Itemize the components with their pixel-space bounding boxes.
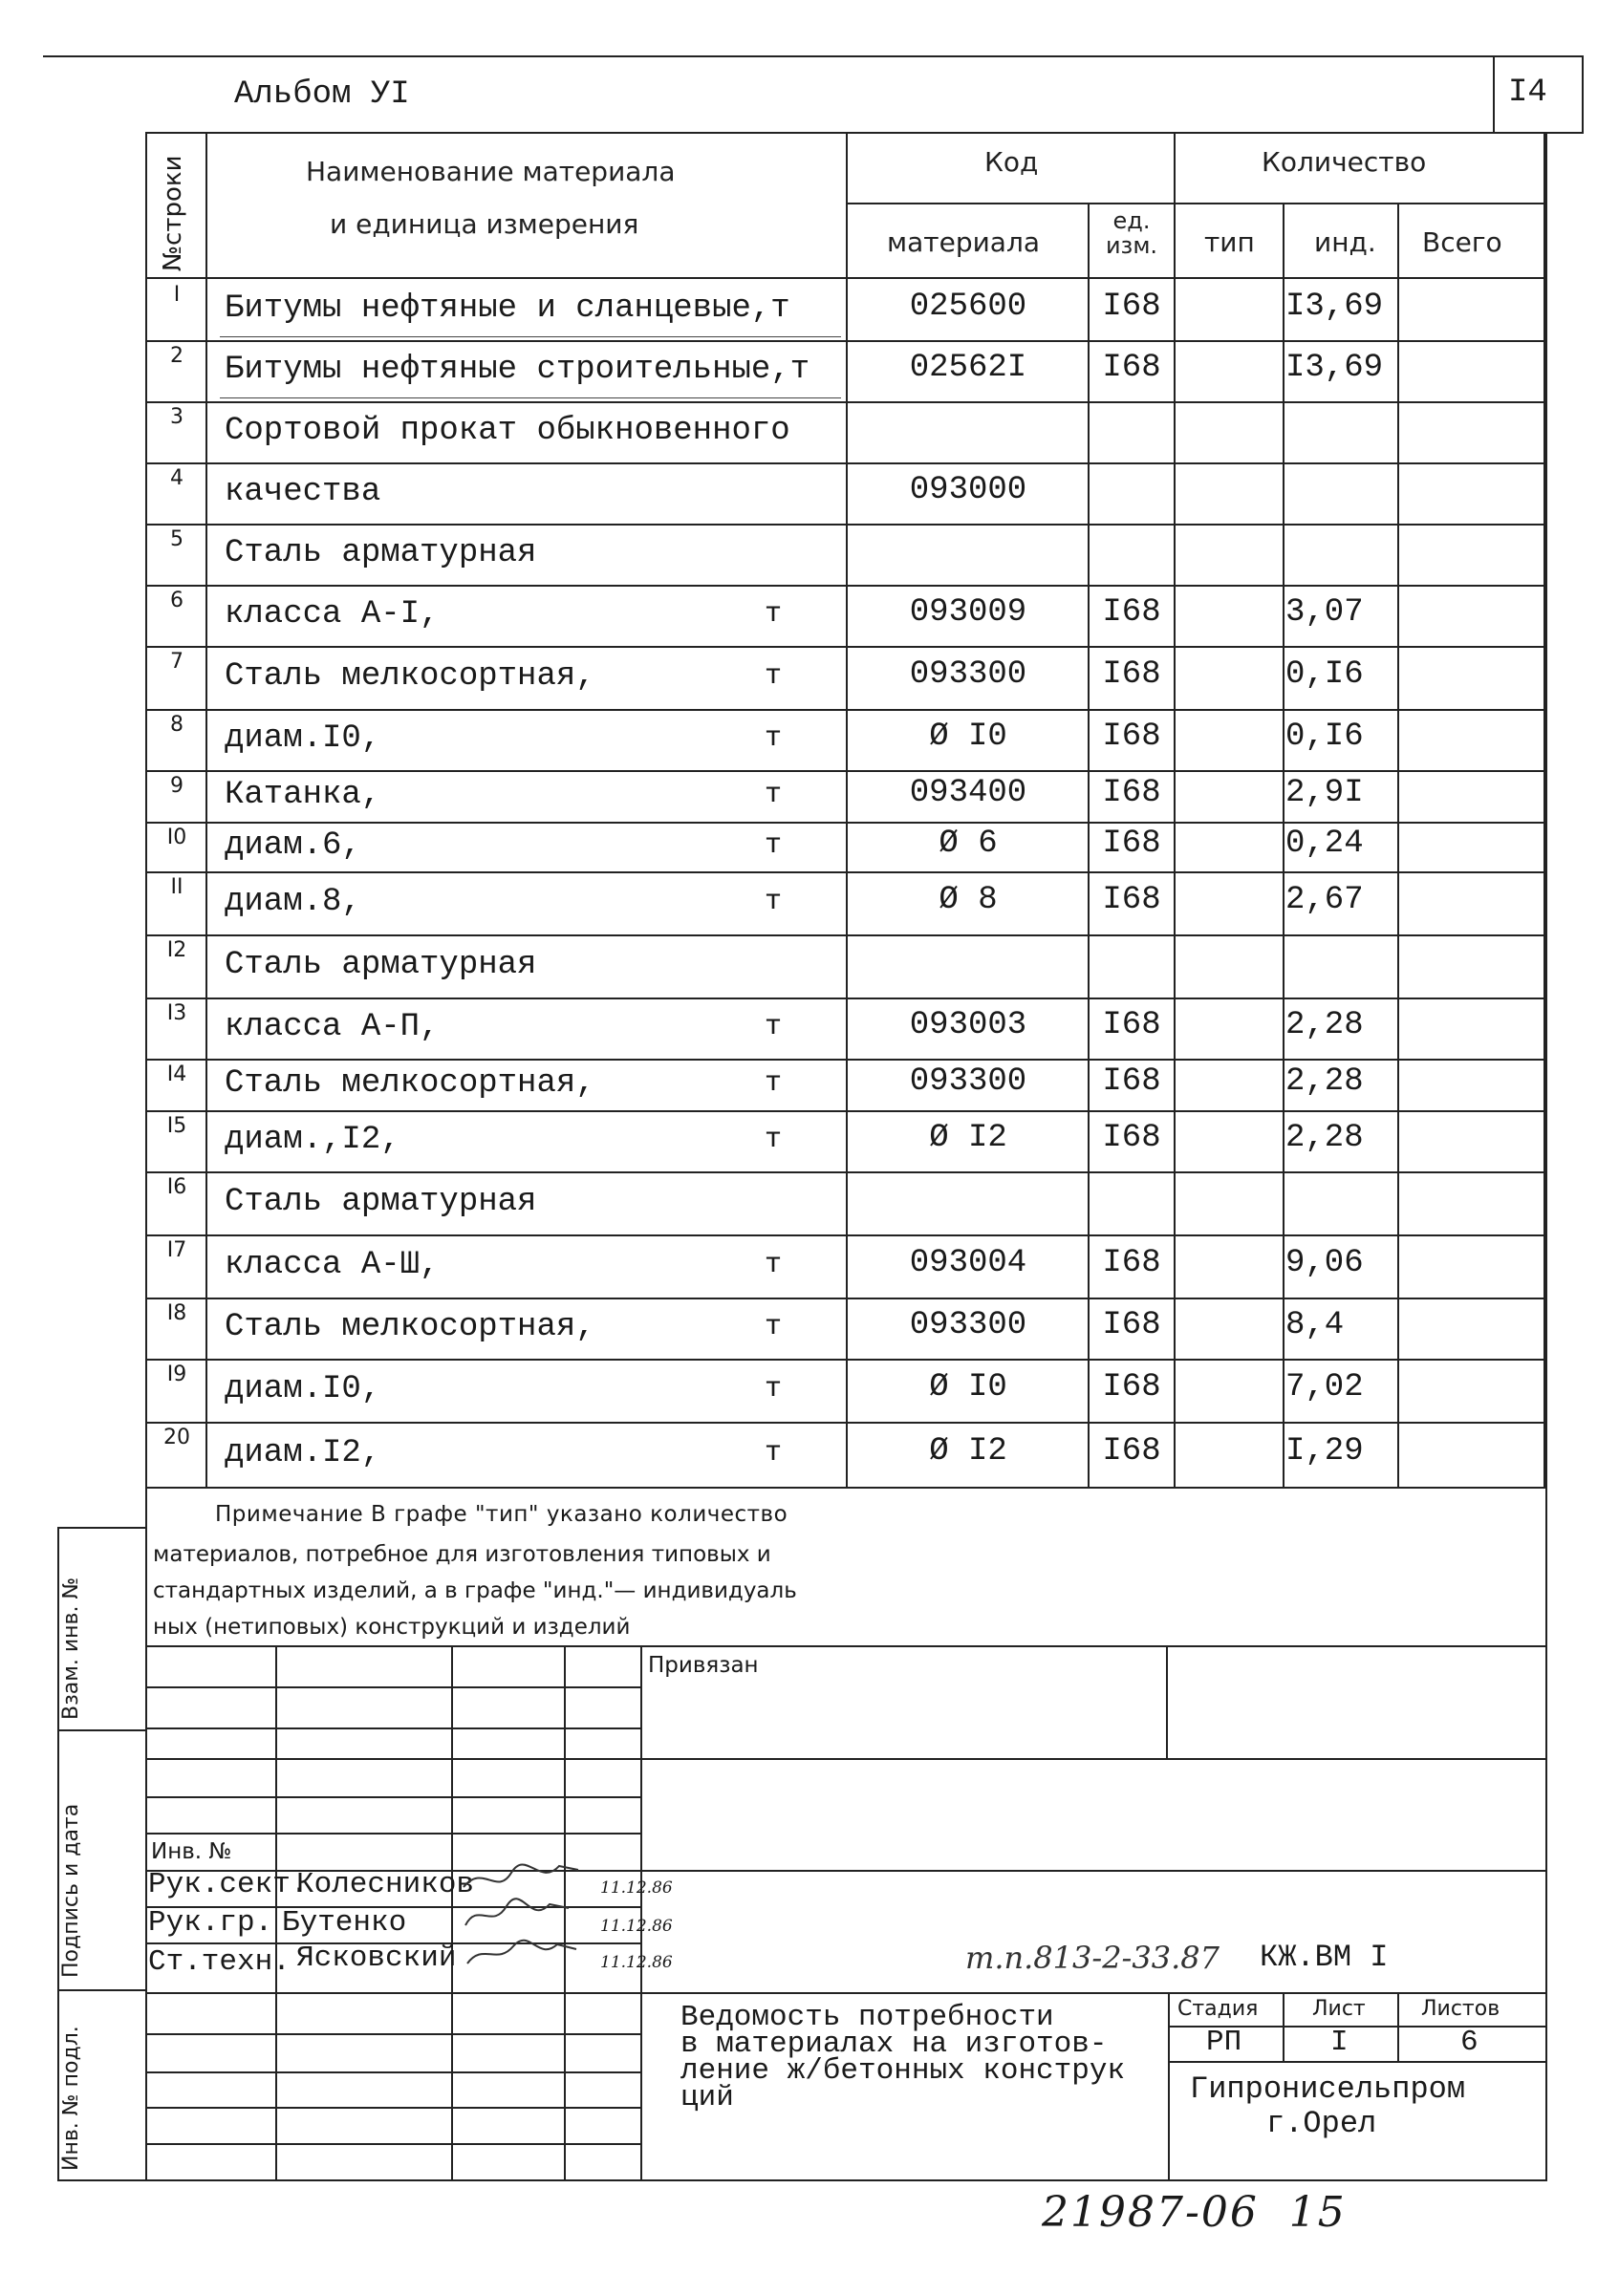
material-name: Битумы нефтяные и сланцевые,т (225, 290, 790, 327)
sheet-label: Лист (1312, 1997, 1366, 2021)
material-unit: т (765, 1373, 783, 1405)
unit-code: I68 (1102, 1063, 1161, 1100)
staff-name-1: Колесников (296, 1868, 475, 1901)
material-code: 093300 (909, 1307, 1027, 1343)
row-number: 5 (170, 527, 183, 551)
ind-header: инд. (1314, 226, 1376, 258)
row-rule (145, 709, 1545, 711)
col-line-ind (1397, 203, 1399, 1489)
code-header: Код (984, 146, 1039, 178)
tb-top-rule (145, 1645, 1545, 1647)
material-code: 093009 (909, 594, 1027, 631)
quantity-individual: 2,67 (1285, 882, 1364, 918)
col-line-name (846, 132, 848, 1489)
name-underline (220, 336, 841, 337)
material-name: Сталь мелкосортная, (225, 1065, 595, 1102)
row-rule (145, 1298, 1545, 1299)
document-code: КЖ.ВМ I (1260, 1940, 1389, 1975)
material-name: диам.I0, (225, 1371, 381, 1407)
sheets-value: 6 (1460, 2026, 1479, 2059)
stage-value: РП (1206, 2026, 1242, 2059)
row-number: 2 (170, 344, 183, 368)
tb-v2 (451, 1645, 453, 2180)
note-line-1: Примечание В графе "тип" указано количество (215, 1502, 788, 1527)
page-box-left (1493, 55, 1495, 134)
material-unit: т (765, 598, 783, 631)
row-number: 6 (170, 589, 183, 612)
name-header-line2: и единица измерения (330, 208, 639, 240)
row-rule (145, 1110, 1545, 1112)
frame-left (145, 132, 147, 2181)
material-name: диам.8, (225, 884, 361, 920)
row-number: I8 (166, 1301, 187, 1325)
album-label: Альбом УI (234, 76, 410, 113)
quantity-individual: 3,07 (1285, 594, 1364, 631)
unit-code: I68 (1102, 1245, 1161, 1281)
row-rule (145, 770, 1545, 772)
material-name: диам.6, (225, 827, 361, 864)
material-name: Битумы нефтяные строительные,т (225, 352, 810, 388)
material-code: Ø I0 (929, 1369, 1007, 1405)
material-code: 093300 (909, 1063, 1027, 1100)
material-name: Сталь арматурная (225, 1184, 537, 1220)
row-rule (145, 934, 1545, 936)
tb-v1 (275, 1645, 277, 2180)
quantity-individual: I3,69 (1285, 289, 1384, 325)
row-number: I5 (166, 1114, 187, 1138)
staff-date-1: 11.12.86 (600, 1878, 673, 1898)
row-number: I2 (166, 938, 187, 962)
row-rule (145, 1359, 1545, 1361)
doc-title-line4: ций (680, 2081, 734, 2114)
tb-h5 (145, 1833, 640, 1835)
material-code: Ø I0 (929, 719, 1007, 755)
material-name: качества (225, 474, 381, 510)
col-line-rowno (205, 132, 207, 1489)
row-number: 20 (163, 1426, 190, 1449)
side-rule-1 (57, 1527, 147, 1529)
material-code: 093000 (909, 472, 1027, 508)
side-label-vzam: Взам. инв. № (59, 1577, 83, 1720)
material-code: 093003 (909, 1007, 1027, 1043)
page-number: I4 (1508, 75, 1547, 111)
row-number: I (173, 283, 181, 307)
row-rule (145, 1171, 1545, 1173)
material-unit: т (765, 660, 783, 693)
material-name: Сталь арматурная (225, 947, 537, 983)
row-number: 3 (170, 405, 183, 429)
row-rule (145, 1422, 1545, 1424)
row-number: 4 (170, 466, 183, 490)
quantity-individual: 0,I6 (1285, 719, 1364, 755)
material-name: Сортовой прокат обыкновенного (225, 413, 790, 449)
type-header: тип (1204, 226, 1255, 258)
note-line-2: материалов, потребное для изготовления типовых и (153, 1542, 771, 1567)
row-number: I0 (166, 826, 187, 849)
code-material-header: материала (887, 226, 1041, 258)
material-name: Катанка, (225, 777, 381, 813)
org-line2: г.Орел (1266, 2106, 1377, 2141)
quantity-individual: 9,06 (1285, 1245, 1364, 1281)
unit-code: I68 (1102, 1120, 1161, 1156)
row-rule (145, 462, 1545, 464)
quantity-individual: 0,24 (1285, 826, 1364, 862)
material-name: диам.I2, (225, 1435, 381, 1471)
unit-code: I68 (1102, 826, 1161, 862)
stage-label: Стадия (1177, 1997, 1259, 2021)
staff-date-2: 11.12.86 (600, 1917, 673, 1936)
material-code: 093004 (909, 1245, 1027, 1281)
staff-role-3: Ст.техн. (148, 1945, 291, 1979)
material-name: Сталь арматурная (225, 535, 537, 571)
unit-code: I68 (1102, 594, 1161, 631)
row-rule (145, 822, 1545, 824)
material-unit: т (765, 886, 783, 918)
quantity-individual: I,29 (1285, 1433, 1364, 1470)
staff-name-3: Ясковский (296, 1942, 457, 1975)
note-line-4: ных (нетиповых) конструкций и изделий (153, 1615, 631, 1640)
material-code: 025600 (909, 289, 1027, 325)
material-unit: т (765, 1311, 783, 1343)
header-bottom-rule (145, 277, 1545, 279)
material-name: диам.I0, (225, 720, 381, 757)
doc-title-line1: Ведомость потребности (680, 2001, 1054, 2034)
material-code: Ø 6 (939, 826, 998, 862)
material-code: 093400 (909, 775, 1027, 811)
staff-role-1: Рук.сект. (148, 1868, 309, 1901)
row-number: 9 (170, 774, 183, 798)
staff-name-2: Бутенко (282, 1906, 407, 1940)
quantity-individual: 2,9I (1285, 775, 1364, 811)
tb-h13 (145, 2143, 640, 2145)
quantity-individual: 2,28 (1285, 1120, 1364, 1156)
material-unit: т (765, 1249, 783, 1281)
name-header-line1: Наименование материала (306, 156, 676, 187)
material-name: класса А-П, (225, 1009, 440, 1045)
tb-stage-bottom (1168, 2061, 1545, 2063)
row-number: II (170, 875, 183, 899)
quantity-individual: I3,69 (1285, 350, 1384, 386)
tb-h12 (145, 2107, 640, 2109)
doc-title-line2: в материалах на изготов- (680, 2028, 1108, 2061)
material-unit: т (765, 1124, 783, 1156)
material-code: Ø I2 (929, 1120, 1007, 1156)
material-unit: т (765, 1067, 783, 1100)
material-code: 093300 (909, 656, 1027, 693)
row-rule (145, 1059, 1545, 1061)
material-name: диам.,I2, (225, 1122, 400, 1158)
code-unit-header: ед. изм. (1105, 207, 1158, 259)
row-rule (145, 524, 1545, 526)
top-rule (43, 55, 1582, 57)
doc-title-line3: ление ж/бетонных конструк (680, 2054, 1126, 2088)
material-name: класса А-I, (225, 596, 440, 633)
project-number: т.п.813-2-33.87 (965, 1940, 1220, 1976)
frame-right (1545, 132, 1547, 2181)
side-label-inv-podl: Инв. № подл. (59, 2026, 83, 2171)
inv-no-label: Инв. № (151, 1839, 232, 1864)
material-name: класса А-Ш, (225, 1247, 440, 1283)
quantity-individual: 2,28 (1285, 1007, 1364, 1043)
unit-code: I68 (1102, 882, 1161, 918)
quantity-header: Количество (1262, 146, 1427, 178)
staff-date-3: 11.12.86 (600, 1953, 673, 1972)
material-name: Сталь мелкосортная, (225, 1309, 595, 1345)
quantity-individual: 7,02 (1285, 1369, 1364, 1405)
quantity-individual: 8,4 (1285, 1307, 1345, 1343)
sheets-label: Листов (1421, 1997, 1500, 2021)
sheet-value: I (1330, 2026, 1349, 2059)
tb-v-privyazan (1166, 1645, 1168, 1760)
row-rule (145, 340, 1545, 342)
unit-code: I68 (1102, 719, 1161, 755)
material-name: Сталь мелкосортная, (225, 658, 595, 695)
unit-code: I68 (1102, 656, 1161, 693)
tb-h1 (145, 1686, 640, 1688)
side-label-podpis: Подпись и дата (59, 1803, 83, 1978)
unit-code: I68 (1102, 1433, 1161, 1470)
tb-h4 (145, 1796, 640, 1798)
material-unit: т (765, 1437, 783, 1470)
row-number: I9 (166, 1363, 187, 1386)
header-mid-rule (846, 203, 1545, 204)
tb-v4 (640, 1645, 642, 2180)
unit-code: I68 (1102, 350, 1161, 386)
tb-h9 (145, 1992, 1545, 1994)
row-rule (145, 1234, 1545, 1236)
row-number: I4 (166, 1062, 187, 1086)
note-line-3: стандартных изделий, а в графе "инд."— индивидуаль (153, 1578, 797, 1603)
signatures-drawing (454, 1858, 597, 1983)
unit-code: I68 (1102, 1007, 1161, 1043)
tb-v-stage (1168, 1992, 1170, 2181)
name-underline (220, 397, 841, 398)
total-header: Всего (1422, 226, 1502, 258)
staff-role-2: Рук.гр. (148, 1906, 273, 1940)
org-line1: Гипронисельпром (1190, 2071, 1466, 2107)
material-unit: т (765, 722, 783, 755)
row-rule (145, 998, 1545, 999)
unit-code: I68 (1102, 1307, 1161, 1343)
unit-code: I68 (1102, 289, 1161, 325)
row-rule (145, 871, 1545, 873)
material-unit: т (765, 1011, 783, 1043)
page-box-right (1582, 55, 1584, 134)
side-rule-3 (57, 1989, 147, 1991)
tb-h10 (145, 2033, 640, 2035)
row-rule (145, 585, 1545, 587)
footer-number: 21987-06 15 (1042, 2188, 1347, 2237)
material-code: 02562I (909, 350, 1027, 386)
material-code: Ø 8 (939, 882, 998, 918)
row-number: I7 (166, 1238, 187, 1262)
unit-code: I68 (1102, 1369, 1161, 1405)
row-number: 7 (170, 650, 183, 674)
row-rule (145, 646, 1545, 648)
row-number: 8 (170, 713, 183, 737)
table-bottom-rule (145, 1487, 1545, 1489)
tb-h11 (145, 2071, 640, 2073)
material-unit: т (765, 779, 783, 811)
side-rule-2 (57, 1729, 147, 1731)
quantity-individual: 0,I6 (1285, 656, 1364, 693)
quantity-individual: 2,28 (1285, 1063, 1364, 1100)
tb-h2 (145, 1727, 640, 1729)
row-number: I3 (166, 1001, 187, 1025)
col-line-total (1543, 132, 1545, 1489)
row-rule (145, 401, 1545, 403)
privyazan-label: Привязан (648, 1653, 759, 1678)
material-unit: т (765, 829, 783, 862)
unit-code: I68 (1102, 775, 1161, 811)
tb-h3 (145, 1758, 1545, 1760)
frame-bottom (57, 2179, 1547, 2181)
row-no-header: №строки (159, 155, 187, 271)
row-number: I6 (166, 1175, 187, 1199)
material-code: Ø I2 (929, 1433, 1007, 1470)
